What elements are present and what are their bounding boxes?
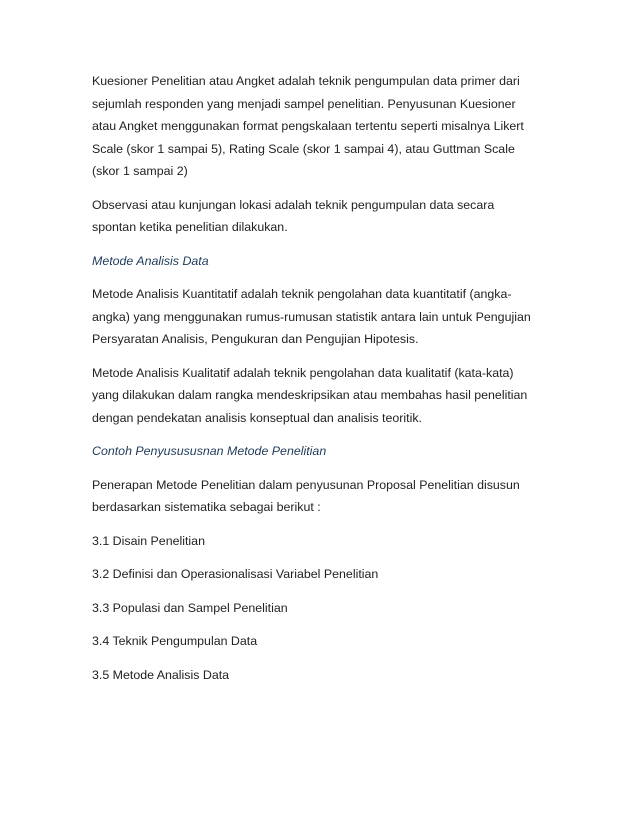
outline-item: 3.3 Populasi dan Sampel Penelitian — [92, 600, 288, 615]
text-line: sejumlah responden yang menjadi sampel penelitian. Penyusunan Kuesioner — [92, 96, 516, 111]
section-heading-contoh: Contoh Penyusususnan Metode Penelitian — [92, 444, 327, 458]
paragraph-kuesioner — [92, 70, 552, 183]
text-line: Persyaratan Analisis, Pengukuran dan Pengujian Hipotesis. — [92, 332, 419, 346]
text-line: yang dilakukan dalam rangka mendeskripsikan atau membahas hasil penelitian — [92, 388, 528, 402]
text-line: berdasarkan sistematika sebagai berikut : — [92, 500, 321, 514]
text-line: atau Angket menggunakan format pengskalaan tertentu seperti misalnya Likert — [92, 119, 524, 133]
document-body — [92, 70, 552, 697]
outline-item: 3.4 Teknik Pengumpulan Data — [92, 634, 258, 648]
text-line: Metode Analisis Kuantitatif adalah teknik pengolahan data kuantitatif (angka- — [92, 287, 512, 301]
text-line: spontan ketika penelitian dilakukan. — [92, 220, 288, 234]
text-line: Kuesioner Penelitian atau Angket adalah teknik pengumpulan data primer dari — [92, 74, 520, 88]
text-line: angka) yang menggunakan rumus-rumusan statistik antara lain untuk Pengujian — [92, 309, 531, 324]
paragraph-analisis-kuantitatif — [92, 283, 552, 351]
outline-item: 3.1 Disain Penelitian — [92, 533, 205, 548]
text-line: Scale (skor 1 sampai 5), Rating Scale (skor 1 sampai 4), atau Guttman Scale — [92, 141, 515, 156]
paragraph-observasi — [92, 194, 552, 239]
outline-item: 3.2 Definisi dan Operasionalisasi Variabel Penelitian — [92, 567, 379, 581]
text-line: Observasi atau kunjungan lokasi adalah teknik pengumpulan data secara — [92, 197, 495, 212]
outline-item: 3.5 Metode Analisis Data — [92, 667, 230, 682]
text-line: dengan pendekatan analisis konseptual dan analisis teoritik. — [92, 410, 422, 425]
text-line: Penerapan Metode Penelitian dalam penyusunan Proposal Penelitian disusun — [92, 477, 520, 492]
text-line: Metode Analisis Kualitatif adalah teknik pengolahan data kualitatif (kata-kata) — [92, 365, 514, 380]
paragraph-analisis-kualitatif — [92, 362, 552, 430]
section-heading-metode-analisis: Metode Analisis Data — [92, 253, 209, 268]
paragraph-penerapan — [92, 474, 552, 519]
text-line: (skor 1 sampai 2) — [92, 164, 188, 178]
